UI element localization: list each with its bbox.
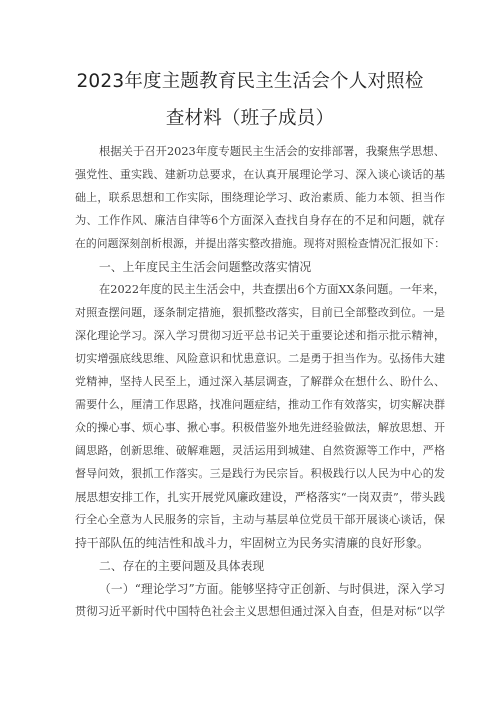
paragraph-line: 础上，联系思想和工作实际，围绕理论学习、政治素质、能力本领、担当作 (75, 191, 445, 204)
paragraph-line: 强党性、重实践、建新功总要求，在认真开展理论学习、深入谈心谈话的基 (75, 168, 445, 181)
paragraph-line: 需要什么，厘清工作思路，找准问题症结，推动工作有效落实，切实解决群 (75, 398, 445, 411)
paragraph-line: 党精神，坚持人民至上，通过深入基层调查，了解群众在想什么、盼什么、 (75, 375, 445, 388)
paragraph-line: 为、工作作风、廉洁自律等6个方面深入查找自身存在的不足和问题，就存 (75, 214, 445, 227)
paragraph-line: 对照查摆问题，逐条制定措施，狠抓整改落实，目前已全部整改到位。一是 (75, 306, 445, 319)
document-title-line-2: 查材料（班子成员） (165, 108, 335, 129)
paragraph-line: 贯彻习近平新时代中国特色社会主义思想但通过深入自查，但是对标“以学 (75, 605, 445, 618)
paragraph-line: 众的操心事、烦心事、揪心事。积极借鉴外地先进经验做法，解放思想、开 (75, 421, 445, 434)
paragraph-line: （一）“理论学习”方面。能够坚持守正创新、与时俱进，深入学习 (99, 582, 445, 596)
section-heading: 二、存在的主要问题及具体表现 (99, 559, 265, 573)
paragraph-line: 深化理论学习。深入学习贯彻习近平总书记关于重要论述和指示批示精神， (75, 329, 445, 342)
section-heading: 一、上年度民主生活会问题整改落实情况 (99, 260, 312, 274)
paragraph-line: 行全心全意为人民服务的宗旨，主动与基层单位党员干部开展谈心谈话，保 (75, 513, 445, 526)
paragraph-line: 展思想安排工作，扎实开展党风廉政建设，严格落实“一岗双责”，带头践 (75, 490, 445, 504)
paragraph-line: 切实增强底线思维、风险意识和忧患意识。二是勇于担当作为。弘扬伟大建 (75, 352, 445, 365)
document-title-line-1: 2023年度主题教育民主生活会个人对照检 (76, 71, 424, 92)
paragraph-line: 在的问题深刻剖析根源，并提出落实整改措施。现将对照检查情况汇报如下： (75, 237, 445, 250)
paragraph-line: 在2022年度的民主生活会中，共查摆出6个方面XX条问题。一年来， (99, 283, 445, 296)
paragraph-line: 持干部队伍的纯洁性和战斗力，牢固树立为民务实清廉的良好形象。 (75, 536, 429, 550)
paragraph-line: 督导问效，狠抓工作落实。三是践行为民宗旨。积极践行以人民为中心的发 (75, 467, 445, 480)
paragraph-line: 阔思路，创新思维、破解难题，灵活运用到城建、自然资源等工作中，严格 (75, 444, 445, 457)
paragraph-line: 根据关于召开2023年度专题民主生活会的安排部署，我聚焦学思想、 (99, 145, 445, 158)
